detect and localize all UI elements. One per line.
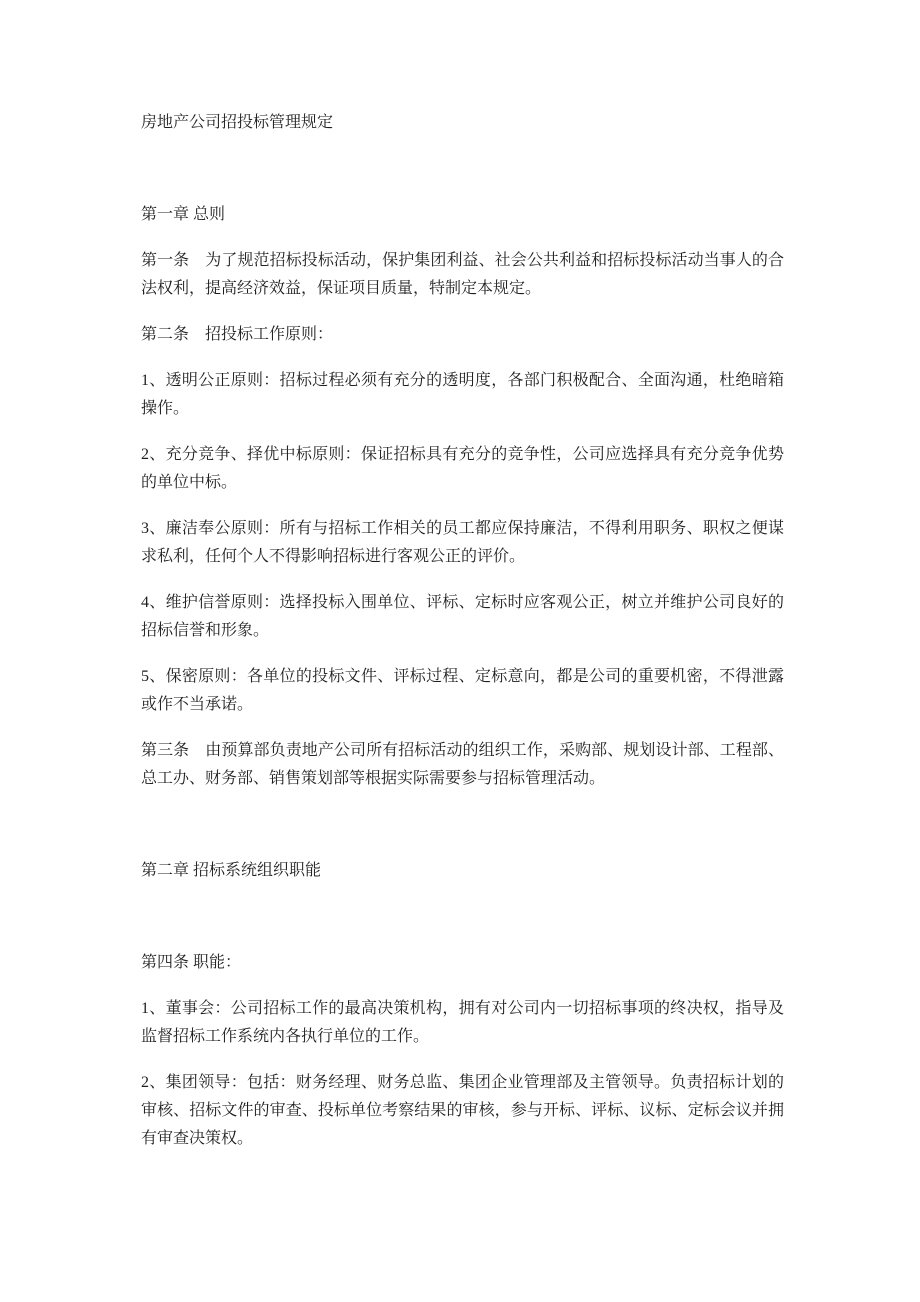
- blank-line: [141, 903, 784, 931]
- paragraph: 4、维护信誉原则：选择投标入围单位、评标、定标时应客观公正，树立并维护公司良好的招标信誉和形象。: [141, 594, 784, 639]
- blank-line: [141, 811, 784, 839]
- paragraph: 第四条 职能：: [141, 954, 242, 971]
- chapter-heading: 第一章 总则: [141, 206, 226, 223]
- blank-line: [141, 155, 784, 183]
- paragraph: 2、充分竞争、择优中标原则：保证招标具有充分的竞争性，公司应选择具有充分竞争优势的单位中标。: [141, 446, 784, 491]
- paragraph: 第二条 招投标工作原则：: [141, 326, 334, 343]
- paragraph: 第一条 为了规范招标投标活动，保护集团利益、社会公共利益和招标投标活动当事人的合法权利，提高经济效益，保证项目质量，特制定本规定。: [141, 252, 784, 297]
- paragraph: 5、保密原则：各单位的投标文件、评标过程、定标意向，都是公司的重要机密，不得泄露或作不当承诺。: [141, 668, 784, 713]
- paragraph: 2、集团领导：包括：财务经理、财务总监、集团企业管理部及主管领导。负责招标计划的审核、招标文件的审查、投标单位考察结果的审核，参与开标、评标、议标、定标会议并拥有审查决策权。: [141, 1074, 784, 1147]
- paragraph: 第三条 由预算部负责地产公司所有招标活动的组织工作，采购部、规划设计部、工程部、总工办、财务部、销售策划部等根据实际需要参与招标管理活动。: [141, 742, 784, 787]
- chapter-heading: 第二章 招标系统组织职能: [141, 862, 322, 879]
- paragraph: 1、透明公正原则：招标过程必须有充分的透明度，各部门积极配合、全面沟通，杜绝暗箱操作。: [141, 372, 784, 417]
- document-title: 房地产公司招投标管理规定: [141, 114, 334, 131]
- paragraph: 1、董事会：公司招标工作的最高决策机构，拥有对公司内一切招标事项的终决权，指导及监督招标工作系统内各执行单位的工作。: [141, 1000, 784, 1045]
- paragraph: 3、廉洁奉公原则：所有与招标工作相关的员工都应保持廉洁，不得利用职务、职权之便谋求私利，任何个人不得影响招标进行客观公正的评价。: [141, 520, 784, 565]
